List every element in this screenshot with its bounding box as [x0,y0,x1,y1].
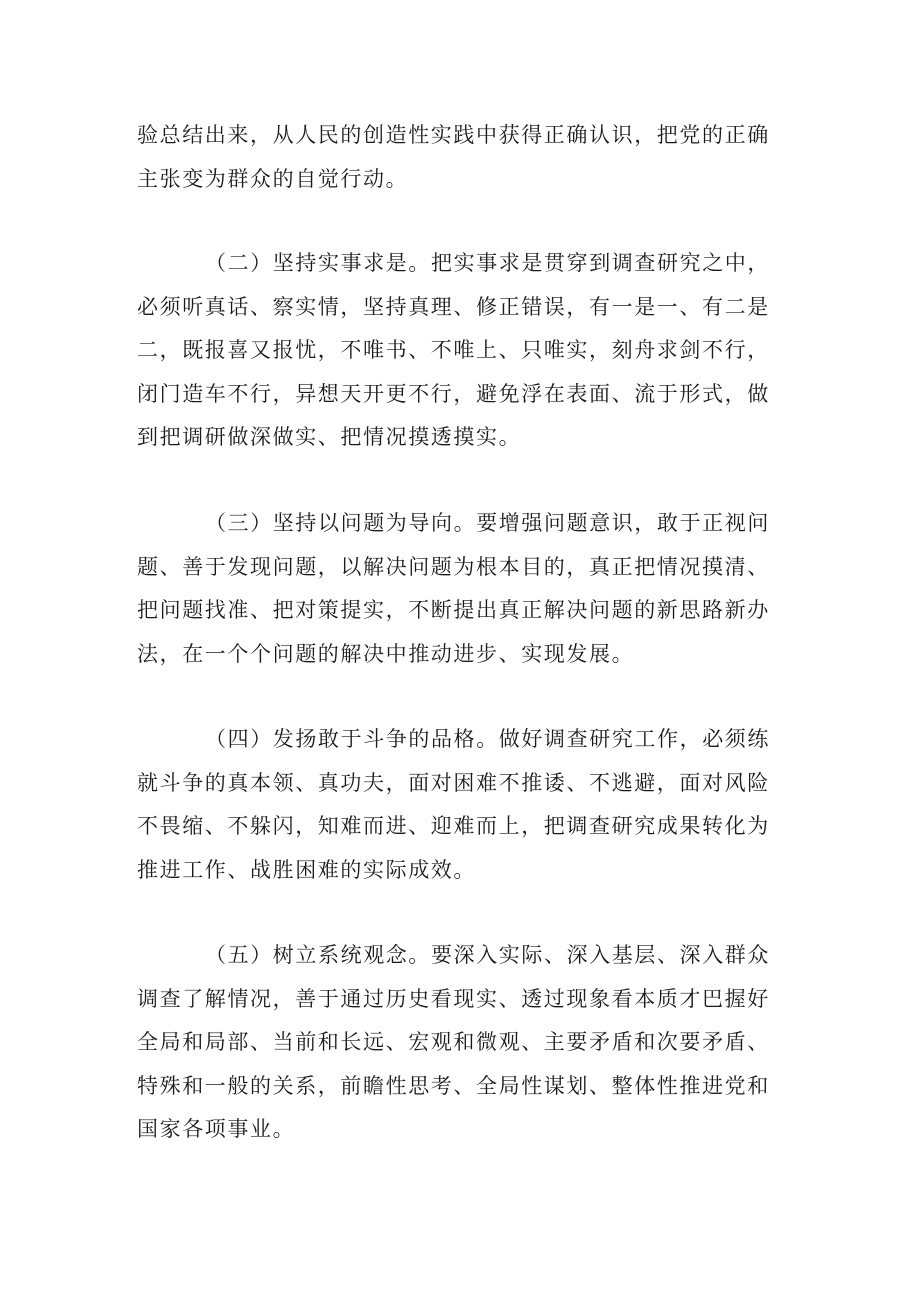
text-line: 必须听真话、察实情，坚持真理、修正错误，有一是一、有二是 [137,294,770,319]
text-line: 把问题找准、把对策提实，不断提出真正解决问题的新思路新办 [137,598,770,622]
text-line: 验总结出来，从人民的创造性实践中获得正确认识，把党的正确 [137,123,770,147]
text-line: 推进工作、战胜困难的实际成效。 [137,857,476,882]
paragraph-courage-to-struggle [137,718,770,892]
text-line: 到把调研做深做实、把情况摸透摸实。 [137,425,522,449]
paragraph-continuation [137,114,770,201]
text-line: 二，既报喜又报忧，不唯书、不唯上、只唯实，刻舟求剑不行， [137,338,770,362]
text-line: 闭门造车不行，异想天开更不行，避免浮在表面、流于形式，做 [137,381,770,406]
text-line: （四）发扬敢于斗争的品格。做好调查研究工作，必须练 [205,727,770,751]
text-line: （五）树立系统观念。要深入实际、深入基层、深入群众 [205,943,770,967]
text-line: 不畏缩、不躲闪，知难而进、迎难而上，把调查研究成果转化为 [137,814,770,838]
paragraph-problem-oriented [137,502,770,676]
paragraph-seek-truth [137,242,770,460]
text-line: 主张变为群众的自觉行动。 [137,166,409,191]
text-line: 国家各项事业。 [137,1117,296,1141]
text-line: 题、善于发现问题，以解决问题为根本目的，真正把情况摸清、 [137,554,770,579]
text-line: 特殊和一般的关系，前瞻性思考、全局性谋划、整体性推进党和 [137,1073,770,1098]
text-line: 调查了解情况，善于通过历史看现实、透过现象看本质才巴握好 [137,986,770,1011]
paragraph-systems-thinking [137,934,770,1152]
text-line: 就斗争的真本领、真功夫，面对困难不推诿、不逃避，面对风险 [137,770,770,795]
text-line: （三）坚持以问题为导向。要增强问题意识，敢于正视问 [205,511,770,535]
text-line: （二）坚持实事求是。把实事求是贯穿到调查研究之中， [205,251,770,275]
text-line: 法，在一个个问题的解决中推动进步、实现发展。 [137,641,635,666]
text-line: 全局和局部、当前和长远、宏观和微观、主要矛盾和次要矛盾、 [137,1030,770,1054]
